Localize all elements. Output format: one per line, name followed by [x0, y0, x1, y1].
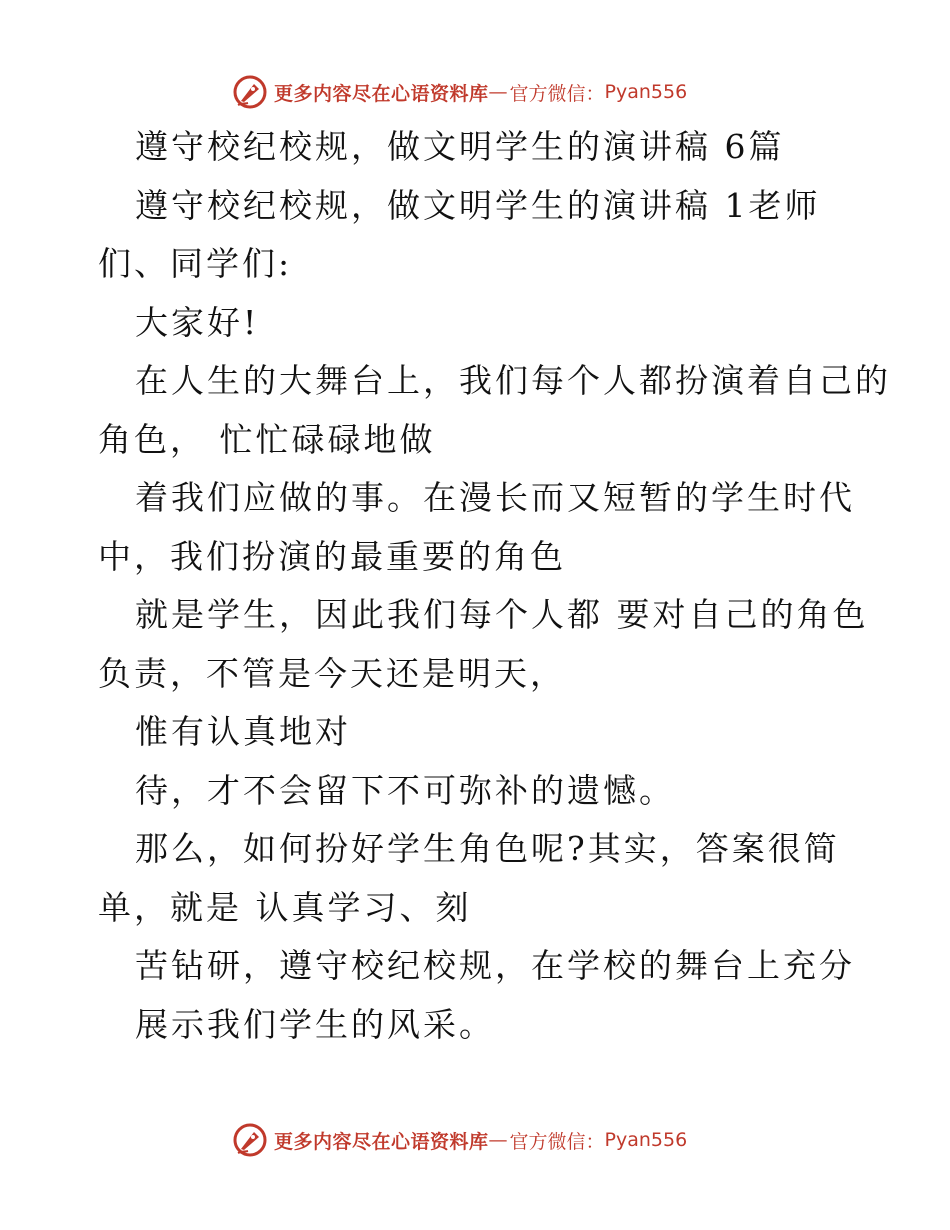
banner-dash: — — [488, 1129, 508, 1151]
banner-wechat-label: 官方微信： — [509, 82, 605, 105]
document-title: 遵守校纪校规，做文明学生的演讲稿 6篇 — [135, 127, 785, 166]
banner-wechat-id: Pyan556 — [604, 81, 688, 103]
text-line: 负责，不管是今天还是明天， — [98, 653, 566, 693]
banner-text: 更多内容尽在心语资料库 — [274, 82, 489, 105]
banner-wechat-id: Pyan556 — [604, 1129, 688, 1151]
text-line: 中，我们扮演的最重要的角色 — [98, 536, 566, 576]
pen-nib-logo-icon — [232, 1122, 268, 1158]
text-line: 角色， 忙忙碌碌地做 — [98, 419, 436, 459]
text-line: 着我们应做的事。在漫长而又短暂的学生时代 — [135, 478, 855, 517]
pen-nib-logo-icon — [232, 74, 268, 110]
text-line: 就是学生，因此我们每个人都 要对自己的角色 — [135, 595, 869, 634]
banner-text: 更多内容尽在心语资料库 — [274, 1130, 489, 1153]
text-line: 遵守校纪校规，做文明学生的演讲稿 1老师 — [135, 185, 821, 225]
text-line: 苦钻研，遵守校纪校规，在学校的舞台上充分 — [135, 946, 855, 985]
text-line: 大家好! — [135, 302, 260, 342]
footer-banner — [232, 1120, 687, 1160]
text-line: 在人生的大舞台上，我们每个人都扮演着自己的 — [135, 361, 891, 400]
banner-dash: — — [488, 81, 508, 103]
text-line: 单，就是 认真学习、刻 — [98, 887, 472, 927]
text-line: 展示我们学生的风采。 — [135, 1004, 495, 1044]
text-line: 们、同学们: — [98, 244, 293, 283]
text-line: 那么，如何扮好学生角色呢?其实，答案很简 — [135, 829, 840, 868]
document-body — [98, 118, 898, 1054]
text-line: 待，才不会留下不可弥补的遗憾。 — [135, 770, 675, 810]
header-banner — [232, 72, 687, 112]
text-line: 惟有认真地对 — [135, 712, 351, 751]
banner-wechat-label: 官方微信： — [509, 1130, 605, 1153]
